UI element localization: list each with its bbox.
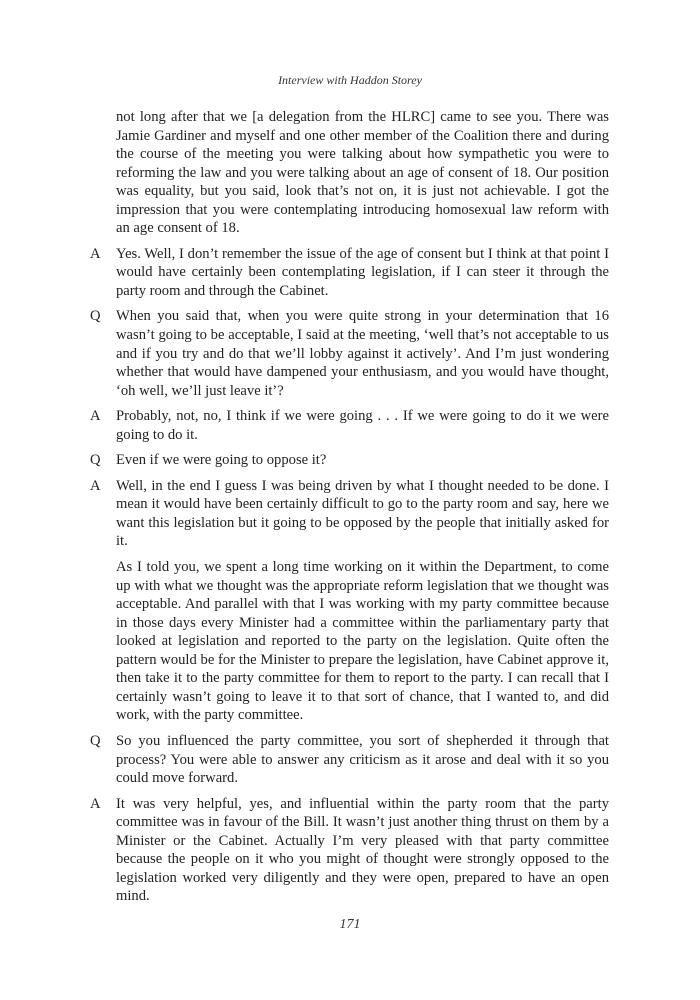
- dialogue-text: When you said that, when you were quite strong in your determination that 16 wasn’t going to be acceptable, I said at the meeting, ‘well that’s not acceptable to us and if you try and do that we’ll lobby against it actively’. And I’m just wondering whether that would have dampened your enthusiasm, and you would have thought, ‘oh well, we’ll just leave it’?: [116, 308, 609, 399]
- dialogue-entry: [90, 451, 609, 470]
- dialogue-text: It was very helpful, yes, and influential within the party room that the party committee was in favour of the Bill. It wasn’t just another thing thrust on them by a Minister or the Cabinet. Actually I’m very pleased with that party committee because the people on it who you might of thought were strongly opposed to the legislation worked very diligently and they were open, prepared to have an open mind.: [116, 795, 609, 905]
- dialogue-entry: [90, 108, 609, 238]
- dialogue-entry: [90, 307, 609, 400]
- dialogue-entry: [90, 558, 609, 725]
- speaker-label: Q: [90, 452, 101, 469]
- dialogue-entry: [90, 477, 609, 551]
- dialogue-text: Probably, not, no, I think if we were going . . . If we were going to do it we were going to do it.: [116, 408, 609, 443]
- speaker-label: A: [90, 408, 101, 425]
- speaker-label: A: [90, 477, 101, 494]
- dialogue-text: Well, in the end I guess I was being driven by what I thought needed to be done. I mean it would have been certainly difficult to go to the party room and say, here we want this legislation but it going to be opposed by the people that initially asked for it.: [116, 477, 609, 550]
- dialogue-text: not long after that we [a delegation from the HLRC] came to see you. There was Jamie Gardiner and myself and one other member of the Coalition there and during the course of the meeting you were talking about how sympathetic you were to reforming the law and you were talking about an age of consent of 18. Our position was equality, but you said, look that’s not on, it is just not achievable. I got the impression that you were contemplating introducing homosexual law reform with an age consent of 18.: [116, 109, 609, 237]
- dialogue-entry: [90, 732, 609, 788]
- page-number: 171: [339, 917, 361, 932]
- dialogue-text: As I told you, we spent a long time working on it within the Department, to come up with what we thought was the appropriate reform legislation that we thought was acceptable. And parallel with that I was working with my party committee because in those days every Minister had a committee within the parliamentary party that looked at legislation and reported to the party on the legislation. Quite often the pattern would be for the Minister to prepare the legislation, have Cabinet approve it, then take it to the party committee for them to report to the party. I can recall that I certainly wasn’t going to leave it to that sort of chance, that I wanted to, and did work, with the party committee.: [116, 559, 609, 724]
- running-head: Interview with Haddon Storey: [278, 73, 422, 87]
- dialogue-entry: [90, 795, 609, 906]
- interview-transcript: [90, 108, 609, 913]
- dialogue-text: So you influenced the party committee, you sort of shepherded it through that process? You were able to answer any criticism as it arose and deal with it so you could move forward.: [116, 732, 609, 787]
- dialogue-text: Yes. Well, I don’t remember the issue of the age of consent but I think at that point I would have certainly been contemplating legislation, if I can steer it through the party room and through the Cabinet.: [116, 245, 609, 299]
- speaker-label: Q: [90, 732, 101, 749]
- dialogue-entry: [90, 245, 609, 301]
- speaker-label: Q: [90, 308, 101, 325]
- speaker-label: A: [90, 795, 101, 812]
- speaker-label: A: [90, 245, 101, 262]
- dialogue-text: Even if we were going to oppose it?: [116, 452, 327, 469]
- dialogue-entry: [90, 407, 609, 444]
